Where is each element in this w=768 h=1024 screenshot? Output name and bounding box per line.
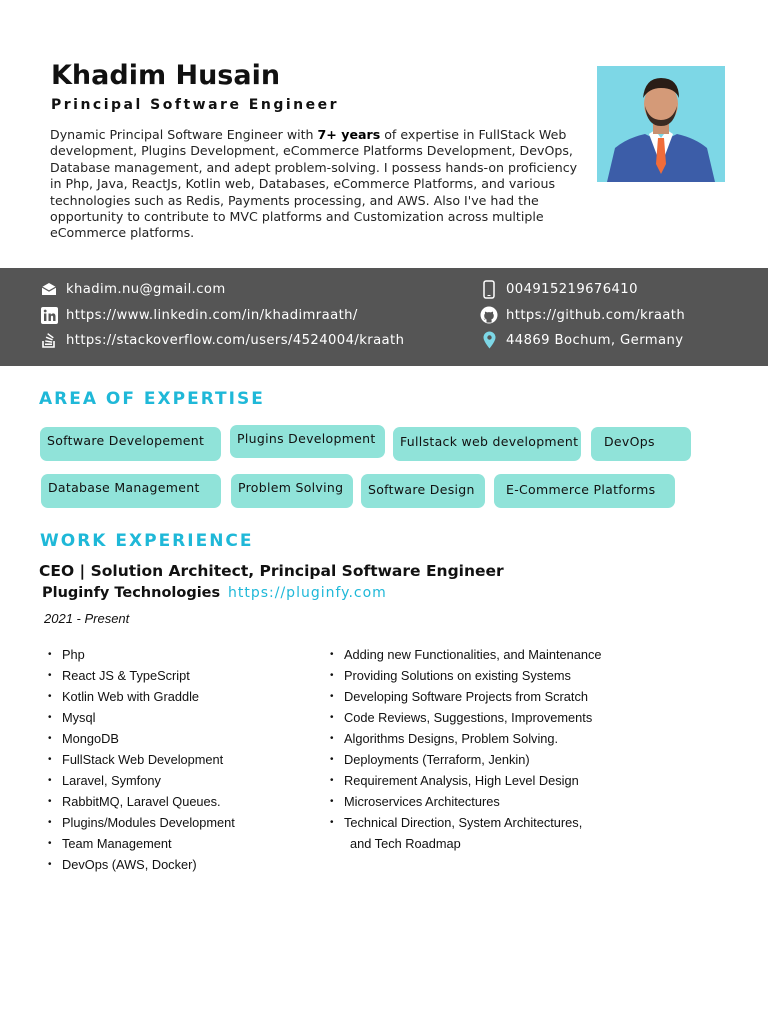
- candidate-name: Khadim Husain: [51, 60, 281, 91]
- list-item: • Technical Direction, System Architectures,: [330, 812, 602, 833]
- stackoverflow-text[interactable]: https://stackoverflow.com/users/4524004/kraath: [66, 332, 405, 348]
- expertise-chip: Software Developement: [40, 427, 221, 461]
- list-item: • Algorithms Designs, Problem Solving.: [330, 728, 602, 749]
- job-period: 2021 - Present: [44, 611, 130, 626]
- linkedin-icon: [40, 306, 58, 324]
- company-link[interactable]: https://pluginfy.com: [228, 585, 387, 601]
- stackoverflow-icon: [40, 331, 58, 349]
- email-icon: [40, 280, 58, 298]
- summary-rest: of expertise in FullStack Web development, Plugins Development, eCommerce Platforms Development, DevOps, Database management, and adept problem-solving. I possess hands-on proficiency in Php, Java, ReactJs, Kotlin web, Databases, eCommerce Platforms, and various technologies such as Redis, Payments processing, and AWS. Also I've had the opportunity to contribute to MVC platforms and Customization across multiple eCommerce platforms.: [50, 127, 578, 241]
- list-item: • Laravel, Symfony: [48, 770, 235, 791]
- list-item: • MongoDB: [48, 728, 235, 749]
- phone-icon: [480, 280, 498, 298]
- expertise-heading: AREA OF EXPERTISE: [39, 389, 265, 409]
- expertise-chip: DevOps: [591, 427, 691, 461]
- list-item: • Mysql: [48, 707, 235, 728]
- phone-text[interactable]: 004915219676410: [506, 281, 638, 297]
- contact-location: [480, 331, 683, 349]
- list-item: • Deployments (Terraform, Jenkin): [330, 749, 602, 770]
- list-item: • Team Management: [48, 833, 235, 854]
- expertise-chip: Problem Solving: [231, 474, 353, 508]
- list-item: • Kotlin Web with Graddle: [48, 686, 235, 707]
- contact-linkedin[interactable]: [40, 306, 358, 324]
- list-item: • Adding new Functionalities, and Maintenance: [330, 644, 602, 665]
- list-item: • Plugins/Modules Development: [48, 812, 235, 833]
- profile-summary: [50, 127, 580, 242]
- expertise-chip: Software Design: [361, 474, 485, 508]
- expertise-chip: Database Management: [41, 474, 221, 508]
- contact-phone[interactable]: [480, 280, 638, 298]
- list-item: • Developing Software Projects from Scratch: [330, 686, 602, 707]
- list-item: • RabbitMQ, Laravel Queues.: [48, 791, 235, 812]
- linkedin-text[interactable]: https://www.linkedin.com/in/khadimraath/: [66, 307, 358, 323]
- job-role: CEO | Solution Architect, Principal Software Engineer: [39, 562, 504, 580]
- list-item: • Microservices Architectures: [330, 791, 602, 812]
- contact-stackoverflow[interactable]: [40, 331, 404, 349]
- summary-prefix: Dynamic Principal Software Engineer with: [50, 127, 318, 142]
- list-item: • FullStack Web Development: [48, 749, 235, 770]
- skills-list: [48, 644, 235, 875]
- list-item: • Php: [48, 644, 235, 665]
- list-item: • Requirement Analysis, High Level Design: [330, 770, 602, 791]
- list-item: • Providing Solutions on existing Systems: [330, 665, 602, 686]
- list-item-continuation: and Tech Roadmap: [350, 836, 461, 851]
- summary-years: 7+ years: [317, 127, 381, 142]
- github-text[interactable]: https://github.com/kraath: [506, 307, 686, 323]
- email-text[interactable]: khadim.nu@gmail.com: [66, 281, 226, 297]
- list-item: • DevOps (AWS, Docker): [48, 854, 235, 875]
- contact-github[interactable]: [480, 306, 685, 324]
- job-title: Principal Software Engineer: [51, 97, 340, 113]
- list-item: • React JS & TypeScript: [48, 665, 235, 686]
- profile-photo: [597, 66, 725, 182]
- list-item: • Code Reviews, Suggestions, Improvements: [330, 707, 602, 728]
- contact-email[interactable]: [40, 280, 226, 298]
- contact-band: [0, 268, 768, 366]
- location-pin-icon: [480, 331, 498, 349]
- work-heading: WORK EXPERIENCE: [40, 531, 254, 551]
- company-name: Pluginfy Technologies: [42, 585, 221, 601]
- expertise-chip: Fullstack web development: [393, 427, 581, 461]
- location-text: 44869 Bochum, Germany: [506, 332, 684, 348]
- expertise-chip: E-Commerce Platforms: [494, 474, 675, 508]
- github-icon: [480, 306, 498, 324]
- expertise-chip: Plugins Development: [230, 425, 385, 458]
- responsibilities-list: [330, 644, 602, 854]
